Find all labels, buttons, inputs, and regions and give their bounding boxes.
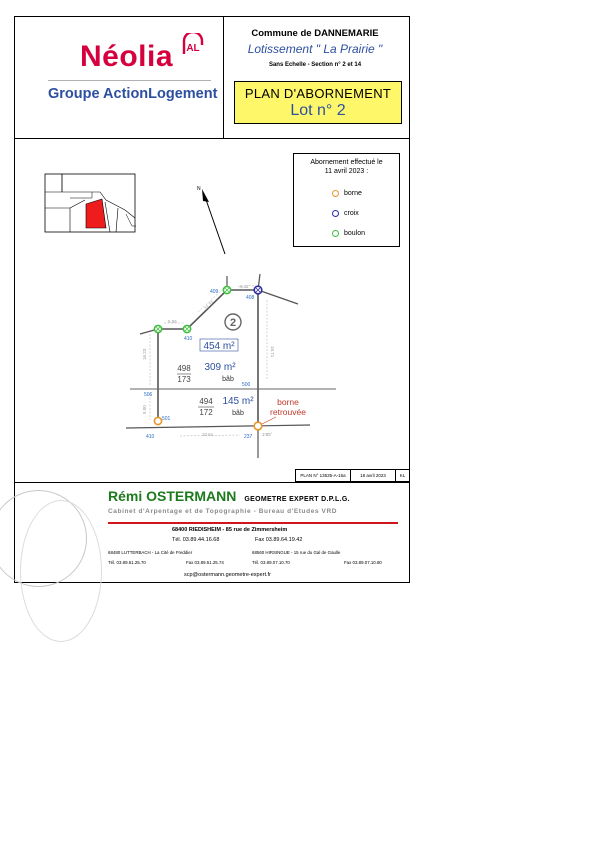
office2-address: 68560 HIRSINGUE - 15 rue du Gal de Gaulle: [252, 550, 341, 555]
svg-text:16.71: 16.71: [270, 346, 275, 358]
borne-marker-icon: [332, 190, 339, 197]
svg-text:173: 173: [177, 375, 191, 384]
legend-item-borne: borne: [332, 188, 362, 198]
neolia-logo: Néolia: [80, 40, 174, 73]
legend-item-boulon: boulon: [332, 228, 365, 238]
main-fax: Fax 03.89.64.19.42: [255, 537, 303, 543]
logo-rule: [48, 80, 211, 81]
croix-marker-icon: [332, 210, 339, 217]
borne-marker-237: [254, 422, 262, 430]
svg-text:494: 494: [199, 397, 213, 406]
lot-highlight: [86, 199, 106, 228]
office2-fax: Fax 03.89.07.10.80: [344, 560, 382, 565]
svg-text:11.37: 11.37: [203, 299, 215, 311]
svg-text:6.11: 6.11: [240, 284, 249, 289]
svg-text:454 m²: 454 m²: [203, 341, 235, 352]
svg-text:309 m²: 309 m²: [204, 362, 236, 373]
office1-address: 68480 LUTTERBACH - La Cité de Freddier: [108, 550, 193, 555]
svg-text:1.62: 1.62: [262, 432, 271, 437]
surveyor-name: Rémi OSTERMANN GEOMETRE EXPERT D.P.L.G.: [108, 488, 350, 504]
svg-text:500: 500: [242, 382, 251, 388]
scale-section-label: Sans Echelle - Section n° 2 et 14: [268, 62, 362, 68]
location-inset-map: [40, 170, 140, 236]
north-arrow-icon: [192, 182, 232, 260]
borne-marker-501: [154, 417, 161, 424]
cadastral-plan: [110, 270, 360, 470]
email-link[interactable]: scp@ostermann.geometre-expert.fr: [184, 572, 271, 578]
office2-tel: Tél. 03.89.07.10.70: [252, 560, 290, 565]
plan-date-cell: 18 avril 2023: [351, 469, 396, 482]
svg-text:bâb: bâb: [232, 410, 244, 417]
svg-text:5.00: 5.00: [142, 405, 147, 414]
plan-initials-cell: KL: [396, 469, 410, 482]
plan-title: PLAN D'ABORNEMENT: [244, 86, 392, 101]
svg-text:172: 172: [199, 408, 213, 417]
svg-text:506: 506: [144, 392, 153, 398]
legend-item-croix: croix: [332, 208, 359, 218]
boulon-marker-icon: [332, 230, 339, 237]
svg-text:5.56: 5.56: [168, 319, 177, 324]
commune-title: Commune de DANNEMARIE: [251, 28, 379, 39]
lotissement-title: Lotissement " La Prairie ": [247, 42, 383, 56]
svg-text:408: 408: [246, 295, 255, 301]
svg-text:AL: AL: [186, 43, 200, 54]
office1-fax: Fax 03.89.51.25.74: [186, 560, 224, 565]
legend-box: [293, 153, 400, 247]
lot-number: Lot n° 2: [290, 102, 346, 119]
plan-number-cell: PLAN N° 13535-A-16a: [295, 469, 351, 482]
groupe-actionlogement-label: Groupe ActionLogement: [48, 86, 218, 102]
footer-red-rule: [108, 522, 398, 524]
svg-text:borne: borne: [277, 397, 299, 407]
header-divider-vertical: [223, 16, 224, 138]
footer-divider: [14, 482, 410, 483]
legend-title: Abornement effectué le 11 avril 2023 :: [310, 159, 383, 175]
cabinet-description: Cabinet d'Arpentage et de Topographie - Bureau d'Etudes VRD: [108, 508, 338, 515]
actionlogement-badge-icon: [181, 33, 205, 57]
plan-title-box: [234, 81, 402, 124]
main-address: 68400 RIEDISHEIM - 85 rue de Zimmersheim: [172, 527, 288, 533]
svg-text:N: N: [197, 186, 201, 192]
main-tel: Tél. 03.89.44.16.68: [172, 537, 220, 543]
office1-tel: Tél. 03.89.51.25.70: [108, 560, 146, 565]
svg-text:retrouvée: retrouvée: [270, 407, 306, 417]
svg-text:145 m²: 145 m²: [222, 396, 254, 407]
svg-text:10.61: 10.61: [202, 432, 214, 437]
svg-text:bâb: bâb: [222, 376, 234, 383]
svg-text:410: 410: [146, 434, 155, 440]
svg-text:2: 2: [229, 317, 237, 329]
svg-text:16.23: 16.23: [142, 348, 147, 360]
svg-text:501: 501: [162, 416, 171, 422]
header-divider-horizontal: [14, 138, 410, 139]
footer-arc-decoration-2: [20, 500, 102, 642]
svg-text:410: 410: [184, 336, 193, 342]
svg-text:498: 498: [177, 364, 191, 373]
svg-text:409: 409: [210, 289, 219, 295]
svg-text:237: 237: [244, 434, 253, 440]
